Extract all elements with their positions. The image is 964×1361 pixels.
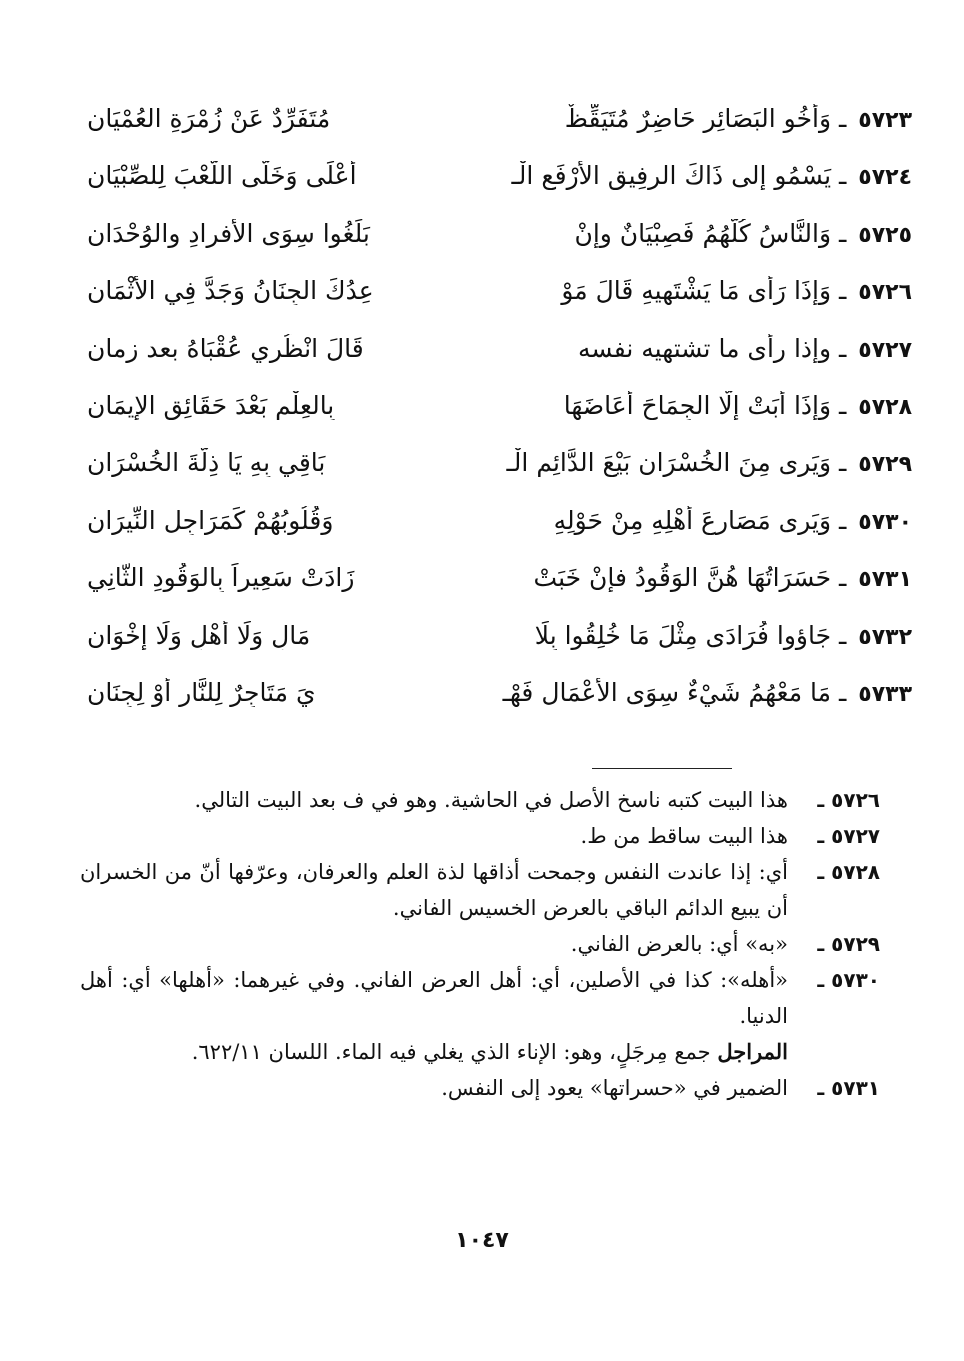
verse-second-hemistich: عِدُكَ الجِنَانُ وَجَدَّ فِي الأثْمَانِ [87, 276, 374, 306]
verse-number: ٥٧٢٣ [858, 108, 912, 133]
footnote-separator [592, 768, 732, 769]
footnote-text: الضمير في «حسراتها» يعود إلى النفس. [441, 1076, 788, 1100]
footnote-continuation-text: جمع مِرجَلٍ، وهو: الإناء الذي يغلي فيه الماء. اللسان ٦٢٢/١١. [191, 1040, 718, 1064]
verse-row [87, 621, 912, 678]
footnote-number: ٥٧٢٦ ـ [817, 788, 880, 812]
verse-second-hemistich: أعْلَى وَخَلَّى اللَّعْبَ لِلصِّبْيَانِ [87, 161, 357, 191]
verse-row [87, 506, 912, 563]
verse-first-text: جَاؤوا فُرَادَى مِثْلَ مَا خُلِقُوا بِلَا [534, 620, 832, 650]
footnote [80, 818, 880, 854]
verse-row [87, 334, 912, 391]
footnote-text: أي: إذا عاندت النفس وجمحت أذاقها لذة العلم والعرفان، وعرّفها أنّ من الخسران أن يبيع الدائم الباقي بالعرض الخسيس الفاني. [80, 860, 788, 920]
verse-first-text: وَإذَا أَبَتْ إلَّا الجِمَاحَ أَعَاضَهَا [563, 390, 832, 420]
footnote-text: «أهله»: كذا في الأصلين، أي: أهل العرض الفاني. وفي غيرهما: «أهلها» أي: أهل الدنيا. [80, 968, 788, 1028]
footnote [80, 854, 880, 926]
verse-first-hemistich: ٥٧٢٧ ـ وإذا رأى ما تشتهيه نفسه [577, 333, 912, 363]
verse-first-text: وَإذَا رَأى مَا يَشْتَهِيهِ قَالَ مَوْ [561, 276, 832, 306]
footnote-term: المراجل [717, 1039, 788, 1064]
footnote-number: ٥٧٣٠ ـ [817, 968, 880, 992]
verse-first-text: وَالنَّاسُ كُلُّهُمُ فَصِبْيَانٌ وإنْ [574, 218, 832, 248]
verse-number: ٥٧٣٠ [858, 509, 912, 535]
footnote-text: هذا البيت ساقط من ط. [580, 824, 788, 848]
verse-first-text: حَسَرَاتُهَا هُنَّ الوَقُودُ فإنْ خَبَتْ [533, 563, 832, 593]
page-number: ١٠٤٧ [455, 1228, 509, 1253]
verse-number: ٥٧٣٢ [858, 624, 912, 650]
verse-row [87, 391, 912, 448]
footnote [80, 782, 880, 818]
verse-first-text: وَيَرى مِنَ الخُسْرَانِ بَيْعَ الدَّائِمِ الْـ [506, 448, 832, 478]
verse-second-hemistich: يَ مَتَاجِرٌ لِلنَّارِ أوْ لِجِنَانِ [87, 677, 316, 707]
verse-first-text: يَسْمُو إلى ذَاكَ الرفِيقِ الأرْفَعِ الْـ [511, 161, 832, 191]
verse-number: ٥٧٢٥ [858, 222, 912, 248]
verse-row [87, 219, 912, 276]
verse-second-hemistich: بِالعِلْمِ بَعْدَ حَقَائِقِ الإيمَانِ [87, 390, 335, 420]
verse-second-hemistich: بَاقِي بِهِ يَا ذِلَّةَ الخُسْرَانِ [87, 448, 326, 478]
verse-number: ٥٧٢٦ [858, 280, 912, 306]
footnote-number: ٥٧٢٩ ـ [817, 932, 880, 956]
verse-number: ٥٧٢٧ [858, 337, 912, 363]
footnotes-section [80, 782, 880, 1106]
verse-number: ٥٧٢٤ [858, 165, 912, 191]
verse-second-hemistich: وَقُلُوبُهُمْ كَمَرَاجِلِ النِّيرَانِ [87, 505, 334, 535]
verse-first-text: مَا مَعْهُمُ شَيْءٌ سِوَى الأعْمَالِ فَهْـ [502, 677, 832, 707]
verse-first-text: وإذا رأى ما تشتهيه نفسه [577, 333, 832, 363]
verse-first-hemistich: ٥٧٣١ ـ حَسَرَاتُهَا هُنَّ الوَقُودُ فإنْ خَبَتْ [533, 563, 912, 593]
verse-first-text: وَيَرى مَصَارِعَ أهْلِهِ مِنْ حَوْلِهِ [553, 505, 832, 535]
verse-number: ٥٧٣٣ [858, 681, 912, 707]
verse-second-hemistich: زَادَتْ سَعِيراً بِالوَقُودِ الثَّانِي [87, 563, 355, 593]
verse-first-hemistich: ٥٧٣٢ ـ جَاؤوا فُرَادَى مِثْلَ مَا خُلِقُوا بِلَا [534, 620, 912, 650]
verse-number: ٥٧٣١ [858, 567, 912, 593]
verse-first-hemistich: ٥٧٢٦ ـ وَإذَا رَأى مَا يَشْتَهِيهِ قَالَ مَوْ [561, 276, 912, 306]
verse-first-hemistich: ٥٧٣٠ ـ وَيَرى مَصَارِعَ أهْلِهِ مِنْ حَوْلِهِ [553, 505, 912, 535]
verse-number: ٥٧٢٨ [858, 394, 912, 420]
verse-row [87, 563, 912, 620]
footnote [80, 926, 880, 962]
verse-first-hemistich: ٥٧٢٣ ـ وَأخُو البَصَائِرِ حَاضِرٌ مُتَيَقِّظٌ [564, 104, 912, 133]
verse-row [87, 104, 912, 161]
verses-section [87, 104, 912, 735]
verse-number: ٥٧٢٩ [858, 452, 912, 478]
footnote-text: هذا البيت كتبه ناسخ الأصل في الحاشية. وهو في ف بعد البيت التالي. [194, 788, 788, 812]
footnote-number: ٥٧٣١ ـ [817, 1076, 880, 1100]
footnote-continuation [80, 1034, 880, 1070]
verse-first-hemistich: ٥٧٢٥ ـ وَالنَّاسُ كُلُّهُمُ فَصِبْيَانٌ وإنْ [574, 218, 912, 248]
footnote [80, 1070, 880, 1106]
verse-first-hemistich: ٥٧٢٤ ـ يَسْمُو إلى ذَاكَ الرفِيقِ الأرْفَعِ الْـ [511, 161, 912, 191]
verse-second-hemistich: مُتَفَرِّدٌ عَنْ زُمْرَةِ العُمْيَانِ [87, 104, 331, 133]
footnote-text: «به» أي: بالعرض الفاني. [570, 932, 788, 956]
verse-first-text: وَأخُو البَصَائِرِ حَاضِرٌ مُتَيَقِّظٌ [564, 104, 832, 133]
verse-first-hemistich: ٥٧٣٣ ـ مَا مَعْهُمُ شَيْءٌ سِوَى الأعْمَالِ فَهْـ [502, 677, 912, 707]
verse-second-hemistich: بَلَغُوا سِوَى الأفرادِ والوُحْدَانِ [87, 218, 370, 248]
verse-row [87, 276, 912, 333]
verse-row [87, 678, 912, 735]
verse-row [87, 448, 912, 505]
footnote [80, 962, 880, 1034]
verse-first-hemistich: ٥٧٢٨ ـ وَإذَا أَبَتْ إلَّا الجِمَاحَ أَعَاضَهَا [563, 390, 912, 420]
footnote-number: ٥٧٢٧ ـ [817, 824, 880, 848]
verse-second-hemistich: قَالَ انْظُرِي عُقْبَاهُ بعد زمان [87, 333, 364, 363]
verse-first-hemistich: ٥٧٢٩ ـ وَيَرى مِنَ الخُسْرَانِ بَيْعَ الدَّائِمِ الْـ [506, 448, 912, 478]
verse-row [87, 161, 912, 218]
verse-second-hemistich: مَالٍ وَلَا أهْلٍ وَلَا إخْوَانِ [87, 620, 311, 650]
footnote-number: ٥٧٢٨ ـ [817, 860, 880, 884]
